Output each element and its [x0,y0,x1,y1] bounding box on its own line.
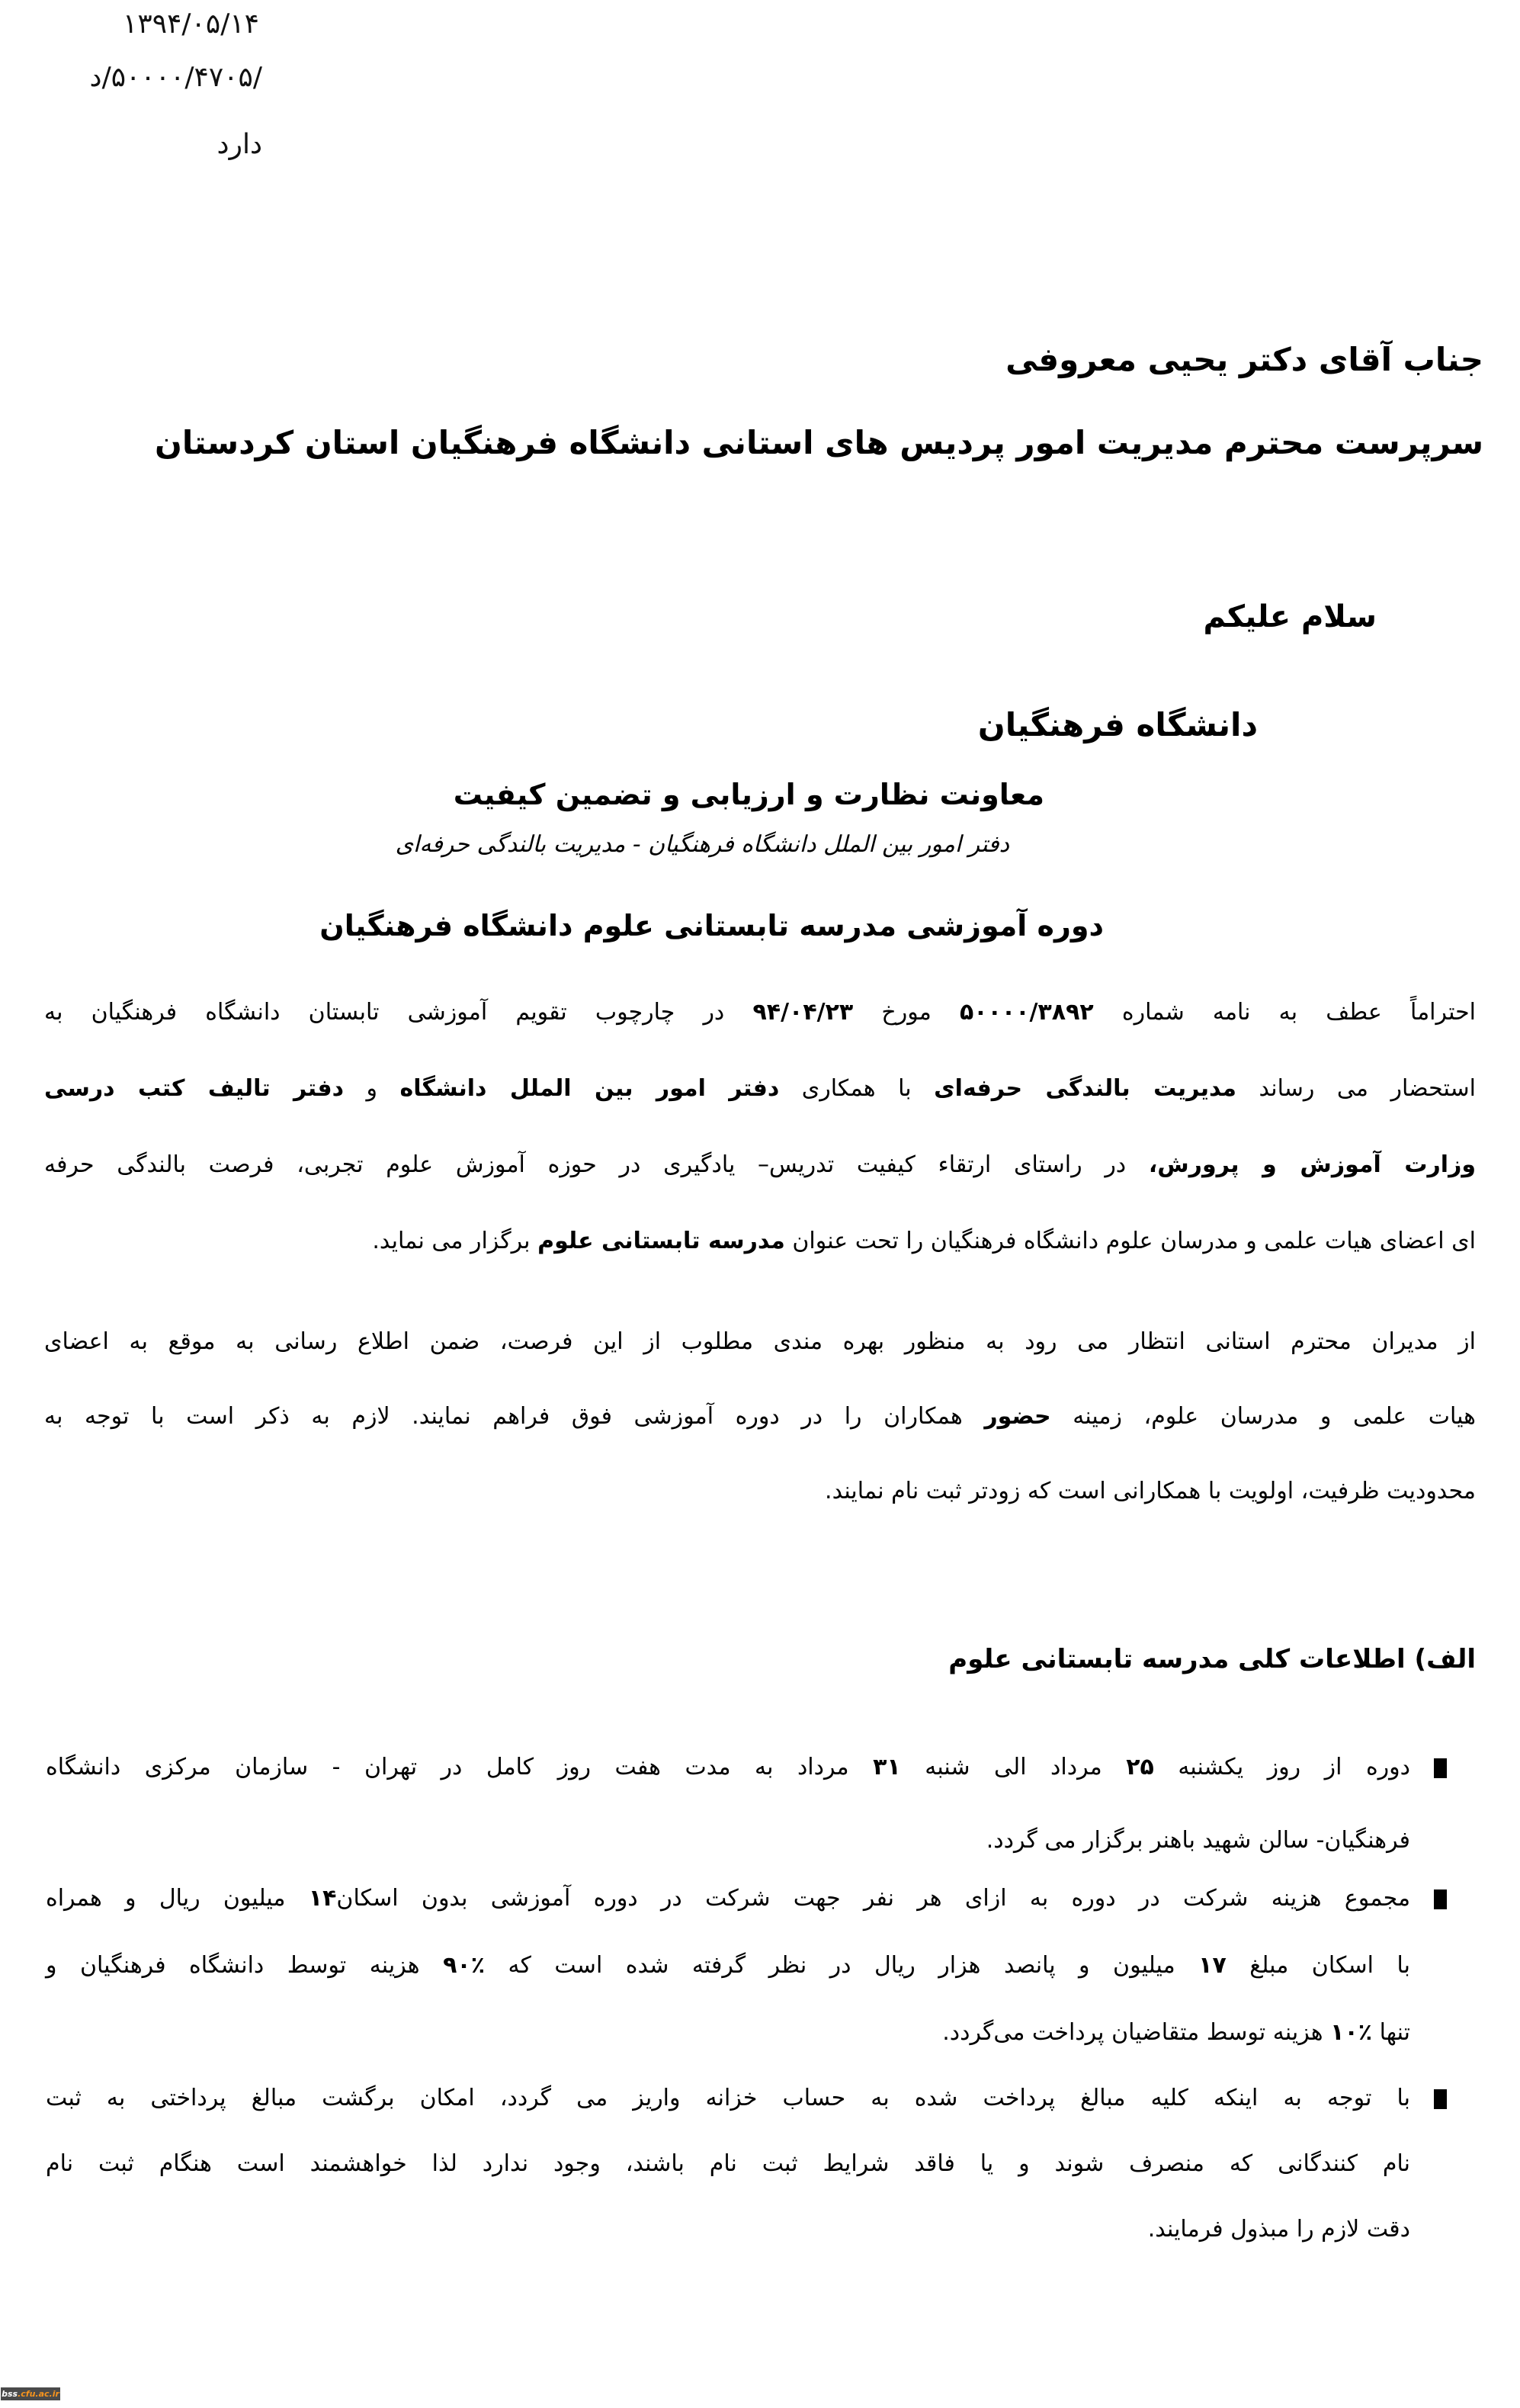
text-segment: استحضار می رساند [1236,1075,1477,1102]
subject-organization: دانشگاه فرهنگیان [977,706,1258,743]
text-segment: نام کنندگانی که منصرف شوند و یا فاقد شرایط ثبت نام باشند، وجود ندارد لذا خواهشمند است هنگام ثبت نام [46,2150,1410,2177]
bold-text-segment: ۹۴/۰۴/۲۳ [752,999,854,1026]
bold-text-segment: ٪۱۰ [1330,2019,1373,2046]
bold-text-segment: حضور [984,1403,1051,1430]
text-segment: با همکاری [779,1075,935,1102]
text-segment: دوره از روز یکشنبه [1153,1754,1410,1780]
text-segment: ای اعضای هیات علمی و مدرسان علوم دانشگاه فرهنگیان را تحت عنوان [784,1228,1476,1254]
text-segment: دقت لازم را مبذول فرمایند. [1147,2216,1410,2243]
subject-course-title: دوره آموزشی مدرسه تابستانی علوم دانشگاه فرهنگیان [319,909,1104,942]
text-segment: و [344,1075,400,1102]
letter-attachment-status: دارد [216,129,262,160]
watermark-badge [1,2387,60,2400]
text-segment: همکاران را در دوره آموزشی فوق فراهم نمایند. لازم به ذکر است با توجه به [44,1403,985,1430]
bold-text-segment: ۲۵ [1126,1754,1154,1780]
bullet-item-1-line-1 [46,1748,1410,1789]
text-segment: مرداد به مدت هفت روز کامل در تهران - سازمان مرکزی دانشگاه [46,1754,874,1780]
text-segment: با اسکان مبلغ [1226,1952,1410,1979]
text-segment: فرهنگیان- سالن شهید باهنر برگزار می گردد. [986,1827,1410,1854]
salutation: سلام علیکم [1203,599,1377,634]
bullet-list [46,0,1410,2408]
subject-deputy: معاونت نظارت و ارزیابی و تضمین کیفیت [453,778,1044,811]
text-segment: در چارچوب تقویم آموزشی تابستان دانشگاه فرهنگیان به [44,999,753,1026]
bullet-item-2-line-1 [46,1879,1410,1920]
bold-text-segment: دفتر تالیف کتب درسی [44,1075,344,1102]
bullet-item-3-line-1 [46,2079,1410,2120]
bold-text-segment: ٪۹۰ [443,1952,485,1979]
bold-text-segment: ۱۷ [1198,1952,1227,1979]
text-segment: مجموع هزینه شرکت در دوره به ازای هر نفر جهت شرکت در دوره آموزشی بدون اسکان [336,1885,1411,1912]
watermark-suffix: .cfu.ac.ir [18,2389,59,2399]
bullet-item-2-line-3 [46,2013,1410,2054]
text-segment: مرداد الی شنبه [900,1754,1127,1780]
text-segment: هزینه توسط متقاضیان پرداخت می‌گردد. [942,2019,1331,2046]
subject-office-calligraphy: دفتر امور بین الملل دانشگاه فرهنگیان - مدیریت بالندگی حرفه‌ای [395,831,1009,858]
text-segment: برگزار می نماید. [372,1228,538,1254]
text-segment: محدودیت ظرفیت، اولویت با همکارانی است که زودتر ثبت نام نمایند. [825,1478,1476,1504]
bold-text-segment: ۱۴ [308,1885,337,1912]
recipient-title: سرپرست محترم مدیریت امور پردیس های استانی دانشگاه فرهنگیان استان کردستان [155,424,1483,461]
text-segment: در راستای ارتقاء کیفیت تدریس– یادگیری در حوزه آموزش علوم تجربی، فرصت بالندگی حرفه [44,1151,1149,1178]
text-segment: هیات علمی و مدرسان علوم، زمینه [1050,1403,1476,1430]
watermark-prefix: bss [2,2389,18,2399]
bullet-square-icon [1434,2089,1447,2109]
bullet-item-3-line-2 [46,2144,1410,2185]
section-heading: الف) اطلاعات کلی مدرسه تابستانی علوم [948,1644,1476,1674]
bullet-square-icon [1434,1758,1447,1778]
letter-date: ۱۳۹۴/۰۵/۱۴ [123,8,259,40]
text-segment: مورخ [853,999,960,1026]
bold-text-segment: وزارت آموزش و پرورش، [1148,1151,1476,1178]
text-segment: میلیون و پانصد هزار ریال در نظر گرفته شده است که [485,1952,1199,1979]
bullet-item-2-line-2 [46,1946,1410,1987]
bold-text-segment: دفتر امور بین الملل دانشگاه [399,1075,780,1102]
bullet-item-1-line-2 [46,1821,1410,1862]
text-segment: از مدیران محترم استانی انتظار می رود به منظور بهره مندی مطلوب از این فرصت، ضمن اطلاع رسانی به موقع به اعضای [44,1328,1476,1355]
recipient-name: جناب آقای دکتر یحیی معروفی [1005,341,1483,378]
bold-text-segment: ۳۱ [873,1754,901,1780]
bullet-item-3-line-3 [46,2210,1410,2251]
text-segment: احتراماً عطف به نامه شماره [1093,999,1476,1026]
bold-text-segment: ۵۰۰۰۰/۳۸۹۲ [959,999,1094,1026]
text-segment: میلیون ریال و همراه [46,1885,309,1912]
text-segment: هزینه توسط دانشگاه فرهنگیان و [46,1952,444,1979]
bullet-square-icon [1434,1889,1447,1909]
letter-ref-number: /۵۰۰۰۰/۴۷۰۵/د [89,62,262,93]
text-segment: تنها [1372,2019,1410,2046]
bold-text-segment: مدرسه تابستانی علوم [537,1228,785,1254]
text-segment: با توجه به اینکه کلیه مبالغ پرداخت شده به حساب خزانه واریز می گردد، امکان برگشت مبالغ پرداختی به ثبت [46,2085,1410,2111]
bold-text-segment: مدیریت بالندگی حرفه‌ای [934,1075,1236,1102]
